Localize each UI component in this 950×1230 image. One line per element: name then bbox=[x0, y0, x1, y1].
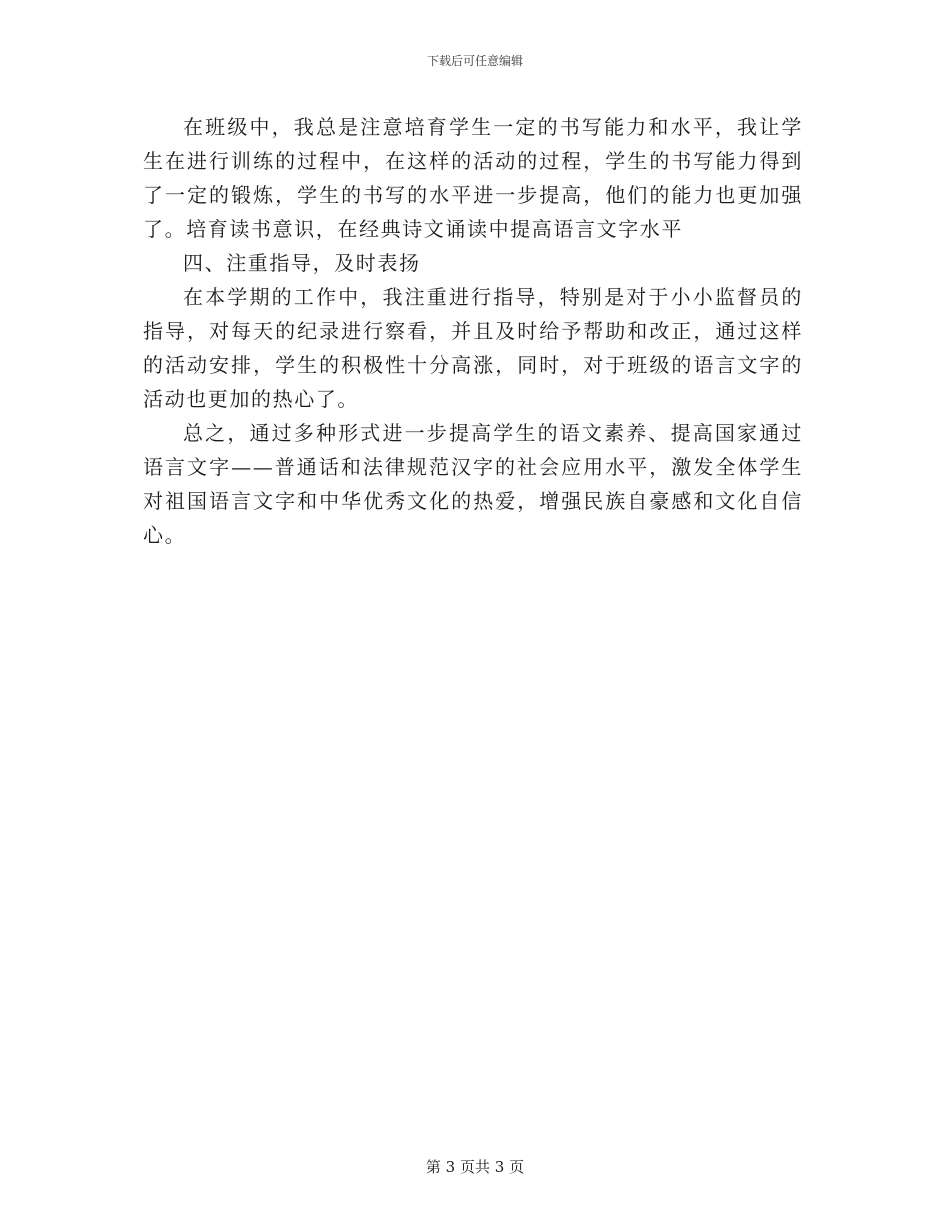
page-number-footer: 第 3 页共 3 页 bbox=[425, 1158, 525, 1176]
page-header: 下载后可任意编辑 bbox=[426, 54, 523, 68]
paragraph-writing-ability: 在班级中，我总是注意培育学生一定的书写能力和水平，我让学生在进行训练的过程中，在这样的活动的过程，学生的书写能力得到了一定的锻炼，学生的书写的水平进一步提高，他们的能力也更加强了。培育读书意识，在经典诗文诵读中提高语言文字水平 bbox=[143, 115, 803, 241]
paragraph-guidance: 在本学期的工作中，我注重进行指导，特别是对于小小监督员的指导，对每天的纪录进行察看，并且及时给予帮助和改正，通过这样的活动安排，学生的积极性十分高涨，同时，对于班级的语言文字的活动也更加的热心了。 bbox=[143, 285, 803, 411]
document-body bbox=[143, 110, 803, 552]
section-heading-guidance: 四、注重指导，及时表扬 bbox=[183, 251, 421, 275]
paragraph-conclusion: 总之，通过多种形式进一步提高学生的语文素养、提高国家通过语言文字——普通话和法律规范汉字的社会应用水平，激发全体学生对祖国语言文字和中华优秀文化的热爱，增强民族自豪感和文化自信心。 bbox=[143, 421, 803, 547]
